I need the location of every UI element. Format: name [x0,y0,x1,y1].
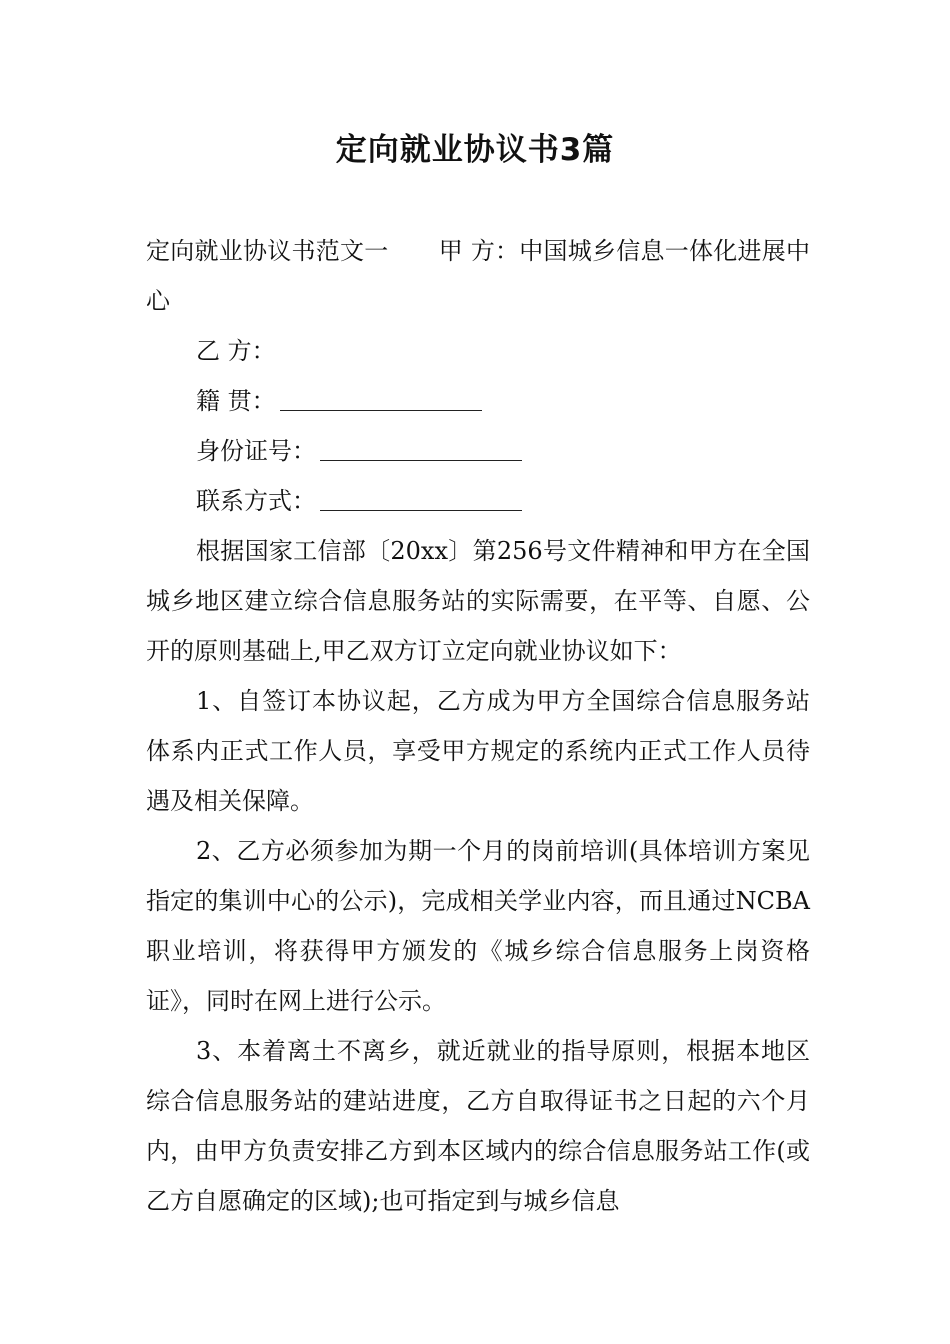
id-number-label: 身份证号： [196,437,316,465]
native-place-label: 籍 贯： [196,387,276,415]
intro-line [146,226,810,326]
clause-3-paragraph: 3、本着离土不离乡，就近就业的指导原则，根据本地区综合信息服务站的建站进度，乙方自取得证书之日起的六个月内，由甲方负责安排乙方到本区域内的综合信息服务站工作(或乙方自愿确定的区域);也可指定到与城乡信息 [146,1037,810,1215]
party-b-line [146,326,810,376]
native-place-blank [280,390,482,411]
contact-label: 联系方式： [196,487,316,515]
clause-1-paragraph: 1、自签订本协议起，乙方成为甲方全国综合信息服务站体系内正式工作人员，享受甲方规定的系统内正式工作人员待遇及相关保障。 [146,687,810,815]
id-number-blank [320,440,522,461]
intro-heading: 定向就业协议书范文一 [146,237,389,265]
clause-2-paragraph: 2、乙方必须参加为期一个月的岗前培训(具体培训方案见指定的集训中心的公示)，完成相关学业内容，而且通过NCBA职业培训，将获得甲方颁发的《城乡综合信息服务上岗资格证》，同时在网上进行公示。 [146,837,810,1015]
native-place-line [146,376,810,426]
party-b-label: 乙 方： [196,337,276,365]
contact-line [146,476,810,526]
document-body [146,226,810,1226]
contact-blank [320,490,522,511]
party-a: 甲 方：中国城乡信息一体化进展中心 [146,237,810,315]
document-title: 定向就业协议书3篇 [335,132,615,168]
preamble-paragraph: 根据国家工信部〔20xx〕第256号文件精神和甲方在全国城乡地区建立综合信息服务站的实际需要，在平等、自愿、公开的原则基础上,甲乙双方订立定向就业协议如下： [146,537,810,665]
id-number-line [146,426,810,476]
